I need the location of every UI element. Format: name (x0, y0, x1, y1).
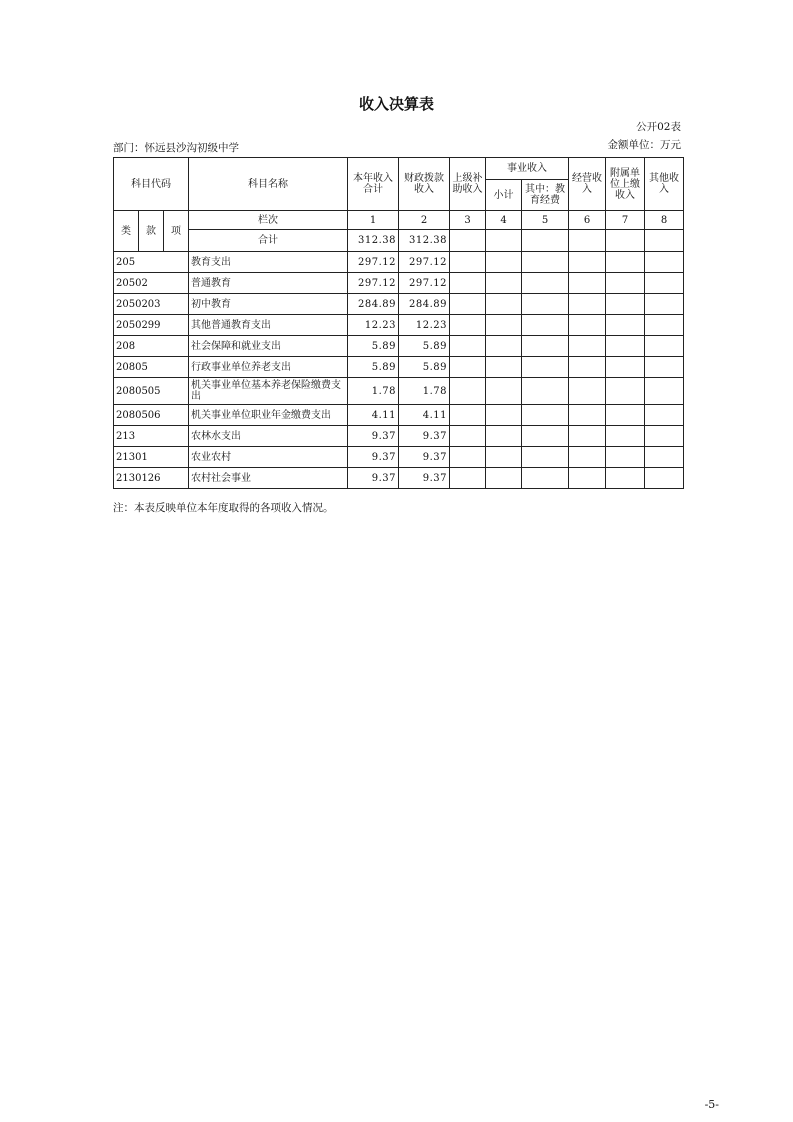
header-edu: 其中：教育经费 (522, 180, 569, 211)
table-note: 注：本表反映单位本年度取得的各项收入情况。 (113, 502, 334, 514)
empty-cell (569, 252, 606, 273)
row-name: 机关事业单位基本养老保险缴费支出 (189, 378, 348, 405)
row-name: 机关事业单位职业年金缴费支出 (189, 405, 348, 426)
row-name: 农林水支出 (189, 426, 348, 447)
header-lanci: 栏次 (189, 211, 348, 230)
row-fiscal: 9.37 (399, 468, 450, 489)
empty-cell (486, 468, 522, 489)
empty-cell (569, 447, 606, 468)
col-index: 7 (606, 211, 645, 230)
row-code: 2130126 (114, 468, 189, 489)
row-name: 其他普通教育支出 (189, 315, 348, 336)
row-code: 208 (114, 336, 189, 357)
total-row-fiscal: 312.38 (399, 230, 450, 252)
empty-cell (486, 273, 522, 294)
empty-cell (569, 426, 606, 447)
empty-cell (606, 468, 645, 489)
empty-cell (450, 426, 486, 447)
row-code: 20805 (114, 357, 189, 378)
empty-cell (569, 357, 606, 378)
row-fiscal: 9.37 (399, 426, 450, 447)
row-name: 农村社会事业 (189, 468, 348, 489)
row-fiscal: 297.12 (399, 273, 450, 294)
empty-cell (522, 273, 569, 294)
row-fiscal: 297.12 (399, 252, 450, 273)
empty-cell (486, 294, 522, 315)
header-subtotal: 小计 (486, 180, 522, 211)
empty-cell (522, 252, 569, 273)
header-kuan: 款 (139, 211, 164, 252)
row-name: 普通教育 (189, 273, 348, 294)
empty-cell (569, 294, 606, 315)
empty-cell (606, 405, 645, 426)
row-fiscal: 284.89 (399, 294, 450, 315)
col-index: 8 (645, 211, 684, 230)
table-row (114, 252, 684, 273)
empty-cell (450, 468, 486, 489)
empty-cell (606, 252, 645, 273)
header-superior: 上级补助收入 (450, 158, 486, 211)
header-other: 其他收入 (645, 158, 684, 211)
header-fiscal: 财政拨款收入 (399, 158, 450, 211)
header-name: 科目名称 (189, 158, 348, 211)
row-fiscal: 1.78 (399, 378, 450, 405)
empty-cell (645, 357, 684, 378)
header-operating: 经营收入 (569, 158, 606, 211)
empty-cell (569, 378, 606, 405)
empty-cell (450, 405, 486, 426)
empty-cell (450, 294, 486, 315)
empty-cell (606, 357, 645, 378)
row-code: 2050299 (114, 315, 189, 336)
empty-cell (606, 378, 645, 405)
row-total: 297.12 (348, 273, 399, 294)
table-body (114, 252, 684, 489)
col-index: 5 (522, 211, 569, 230)
row-name: 社会保障和就业支出 (189, 336, 348, 357)
header-lei: 类 (114, 211, 139, 252)
empty-cell (522, 468, 569, 489)
row-fiscal: 4.11 (399, 405, 450, 426)
empty-cell (450, 378, 486, 405)
empty-cell (522, 378, 569, 405)
empty-cell (606, 273, 645, 294)
empty-cell (645, 447, 684, 468)
table-row (114, 294, 684, 315)
empty-cell (486, 447, 522, 468)
header-business: 事业收入 (486, 158, 569, 180)
empty-cell (486, 426, 522, 447)
col-index: 2 (399, 211, 450, 230)
table-row (114, 405, 684, 426)
page-number: -5- (704, 1098, 719, 1111)
row-name: 行政事业单位养老支出 (189, 357, 348, 378)
row-total: 9.37 (348, 447, 399, 468)
form-number: 公开02表 (636, 121, 681, 133)
empty-cell (645, 315, 684, 336)
empty-cell (450, 273, 486, 294)
empty-cell (645, 252, 684, 273)
empty-cell (569, 315, 606, 336)
empty-cell (645, 405, 684, 426)
empty-cell (486, 336, 522, 357)
row-code: 20502 (114, 273, 189, 294)
row-total: 5.89 (348, 357, 399, 378)
row-code: 2050203 (114, 294, 189, 315)
empty-cell (645, 426, 684, 447)
header-total: 本年收入合计 (348, 158, 399, 211)
empty-cell (522, 315, 569, 336)
empty-cell (569, 405, 606, 426)
row-code: 2080505 (114, 378, 189, 405)
table-row (114, 468, 684, 489)
empty-cell (645, 273, 684, 294)
col-index: 6 (569, 211, 606, 230)
empty-cell (450, 252, 486, 273)
empty-cell (486, 405, 522, 426)
empty-cell (522, 426, 569, 447)
row-total: 4.11 (348, 405, 399, 426)
table-row (114, 447, 684, 468)
empty-cell (569, 273, 606, 294)
row-total: 12.23 (348, 315, 399, 336)
header-affiliated: 附属单位上缴收入 (606, 158, 645, 211)
empty-cell (606, 426, 645, 447)
col-index: 4 (486, 211, 522, 230)
unit-label: 金额单位：万元 (607, 139, 681, 151)
empty-cell (645, 468, 684, 489)
header-code: 科目代码 (114, 158, 189, 211)
page-title: 收入决算表 (358, 95, 434, 113)
empty-cell (645, 294, 684, 315)
empty-cell (486, 315, 522, 336)
row-fiscal: 12.23 (399, 315, 450, 336)
col-index: 1 (348, 211, 399, 230)
empty-cell (606, 315, 645, 336)
row-code: 21301 (114, 447, 189, 468)
empty-cell (486, 357, 522, 378)
empty-cell (606, 294, 645, 315)
table-row (114, 273, 684, 294)
row-name: 教育支出 (189, 252, 348, 273)
row-total: 5.89 (348, 336, 399, 357)
empty-cell (606, 336, 645, 357)
table-row (114, 426, 684, 447)
empty-cell (486, 252, 522, 273)
empty-cell (522, 357, 569, 378)
table-row (114, 357, 684, 378)
empty-cell (645, 336, 684, 357)
empty-cell (569, 468, 606, 489)
empty-cell (450, 315, 486, 336)
empty-cell (606, 447, 645, 468)
total-row-label: 合计 (189, 230, 348, 252)
row-total: 1.78 (348, 378, 399, 405)
empty-cell (450, 336, 486, 357)
table-row (114, 315, 684, 336)
empty-cell (486, 378, 522, 405)
row-total: 9.37 (348, 468, 399, 489)
empty-cell (569, 336, 606, 357)
empty-cell (522, 336, 569, 357)
empty-cell (645, 378, 684, 405)
header-xiang: 项 (164, 211, 189, 252)
empty-cell (450, 447, 486, 468)
row-fiscal: 5.89 (399, 336, 450, 357)
row-code: 213 (114, 426, 189, 447)
col-index: 3 (450, 211, 486, 230)
row-total: 297.12 (348, 252, 399, 273)
row-code: 2080506 (114, 405, 189, 426)
table-row (114, 336, 684, 357)
empty-cell (522, 405, 569, 426)
row-fiscal: 9.37 (399, 447, 450, 468)
row-total: 284.89 (348, 294, 399, 315)
table-row (114, 378, 684, 405)
empty-cell (450, 357, 486, 378)
row-name: 初中教育 (189, 294, 348, 315)
row-total: 9.37 (348, 426, 399, 447)
empty-cell (522, 294, 569, 315)
row-name: 农业农村 (189, 447, 348, 468)
empty-cell (522, 447, 569, 468)
income-table (113, 157, 684, 489)
department-label: 部门：怀远县沙沟初级中学 (113, 142, 239, 154)
row-fiscal: 5.89 (399, 357, 450, 378)
total-row-total: 312.38 (348, 230, 399, 252)
row-code: 205 (114, 252, 189, 273)
